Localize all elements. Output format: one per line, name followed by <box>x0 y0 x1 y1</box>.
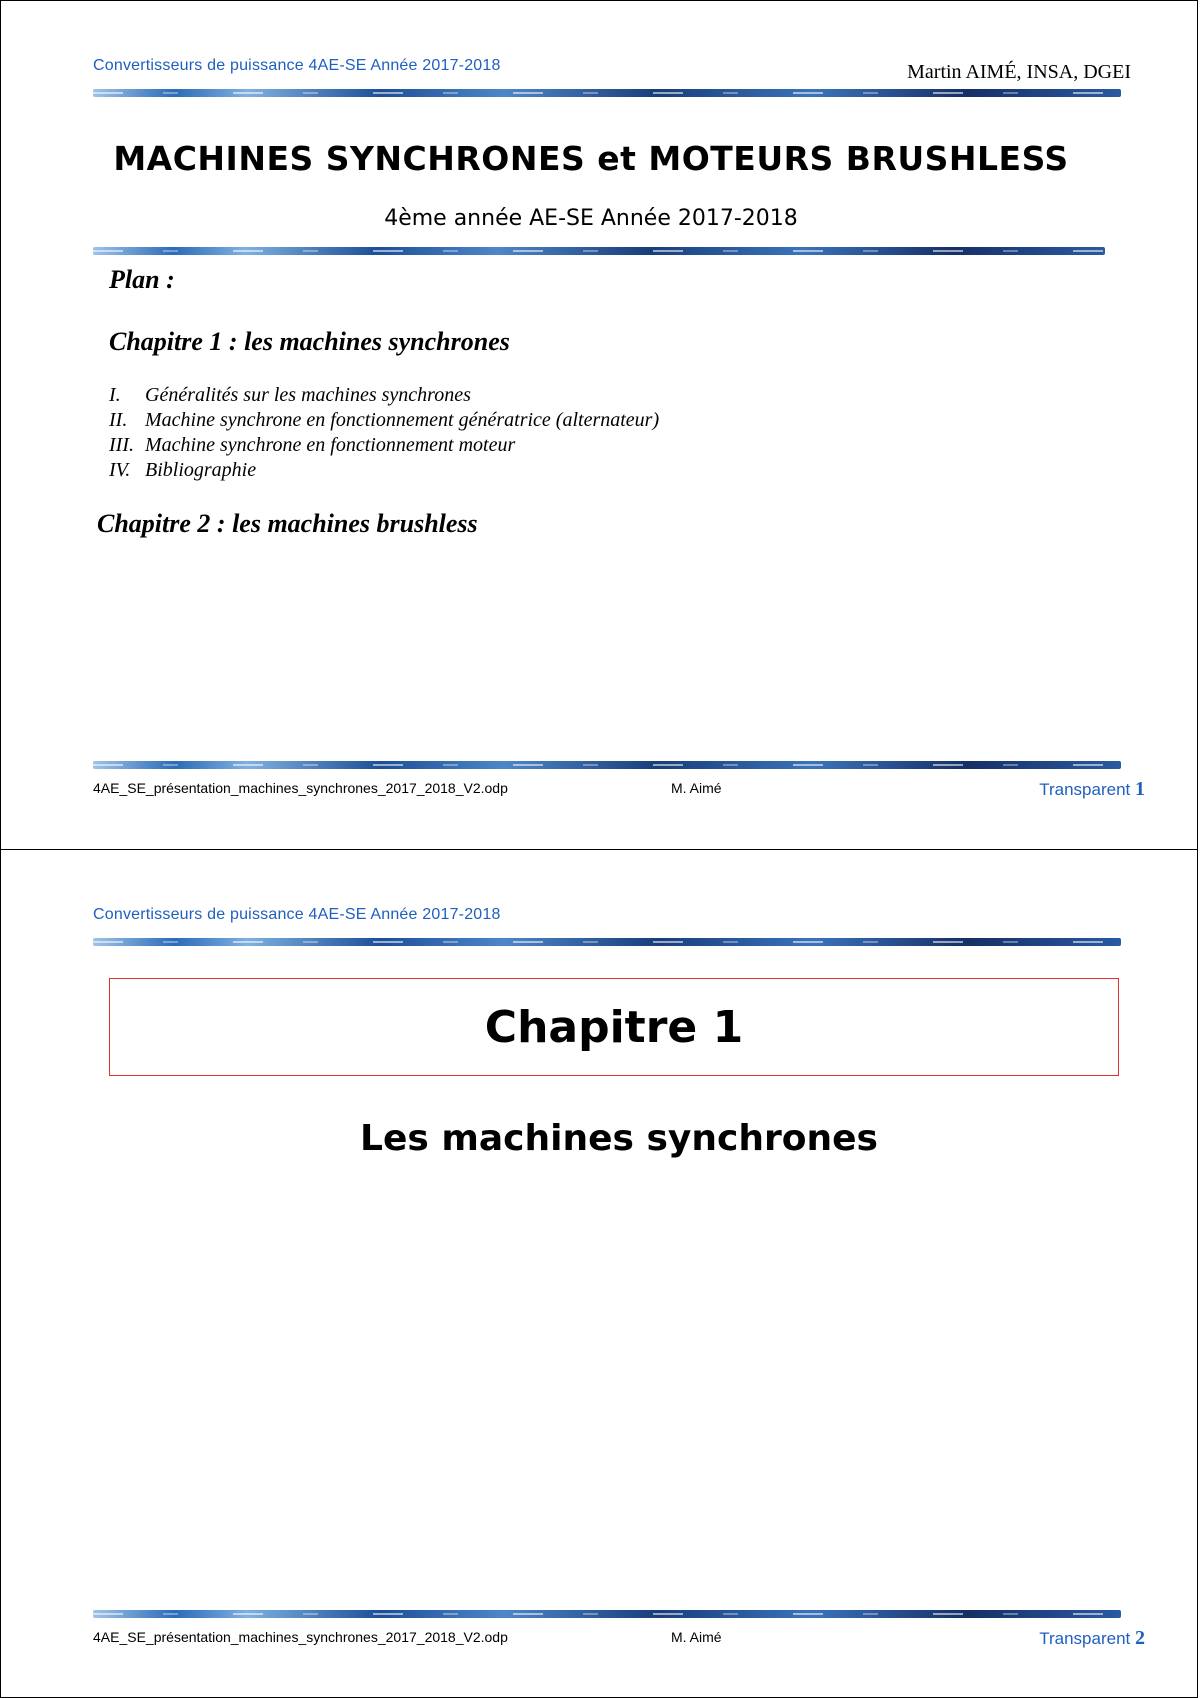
toc-text: Machine synchrone en fonctionnement moteur <box>145 434 516 456</box>
page-label: Transparent <box>1039 780 1131 799</box>
presentation-subtitle: 4ème année AE-SE Année 2017-2018 <box>384 206 798 231</box>
footer-filename: 4AE_SE_présentation_machines_synchrones_2017_2018_V2.odp <box>93 1629 508 1645</box>
chapter-2-heading: Chapitre 2 : les machines brushless <box>97 509 478 538</box>
plan-label: Plan : <box>109 265 175 294</box>
page-label: Transparent <box>1039 1629 1131 1648</box>
author-header: Martin AIMÉ, INSA, DGEI <box>907 61 1131 83</box>
table-of-contents <box>109 383 659 483</box>
footer-divider <box>93 761 1121 769</box>
page-indicator <box>1039 1627 1145 1650</box>
toc-text: Bibliographie <box>145 459 257 481</box>
page-number: 1 <box>1135 778 1145 800</box>
chapter-title: Chapitre 1 <box>484 1001 744 1053</box>
title-divider <box>93 247 1105 255</box>
toc-number: IV. <box>109 459 131 481</box>
footer-filename: 4AE_SE_présentation_machines_synchrones_2017_2018_V2.odp <box>93 780 508 796</box>
footer-divider <box>93 1610 1121 1618</box>
toc-number: III. <box>109 434 134 456</box>
course-header: Convertisseurs de puissance 4AE-SE Année 2017-2018 <box>93 906 501 923</box>
toc-text: Généralités sur les machines synchrones <box>145 384 471 406</box>
list-item <box>109 383 659 408</box>
chapter-subtitle: Les machines synchrones <box>360 1118 878 1159</box>
list-item <box>109 433 659 458</box>
header-divider <box>93 89 1121 97</box>
header-divider <box>93 938 1121 946</box>
page-number: 2 <box>1135 1627 1145 1649</box>
footer-author: M. Aimé <box>671 1629 722 1645</box>
chapter-title-box <box>109 978 1119 1076</box>
chapter-1-heading: Chapitre 1 : les machines synchrones <box>109 327 510 356</box>
page-indicator <box>1039 778 1145 801</box>
toc-text: Machine synchrone en fonctionnement génératrice (alternateur) <box>145 409 660 431</box>
slide-2 <box>0 849 1198 1698</box>
slide-1 <box>0 0 1198 850</box>
toc-number: I. <box>109 384 121 406</box>
list-item <box>109 458 659 483</box>
footer-author: M. Aimé <box>671 780 722 796</box>
list-item <box>109 408 659 433</box>
presentation-title: MACHINES SYNCHRONES et MOTEURS BRUSHLESS <box>113 139 1069 178</box>
course-header: Convertisseurs de puissance 4AE-SE Année 2017-2018 <box>93 57 501 74</box>
toc-number: II. <box>109 409 128 431</box>
